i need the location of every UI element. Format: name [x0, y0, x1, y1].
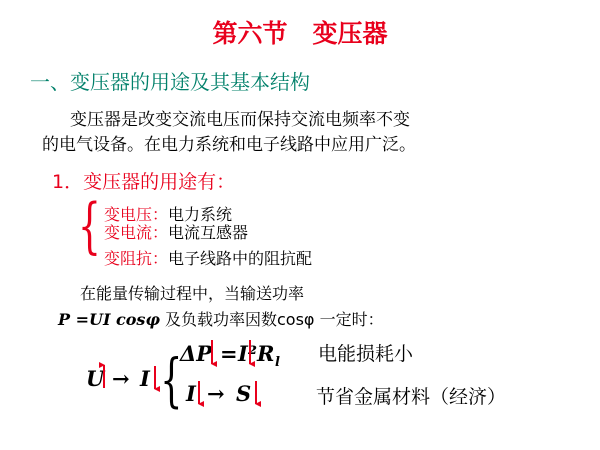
formula-delta-p: ΔP — [180, 341, 213, 366]
use-value: 电力系统 — [168, 205, 233, 224]
result-save-metal: 节省金属材料（经济） — [316, 386, 507, 408]
use-value: 电流互感器 — [168, 223, 249, 242]
formula-equals: = — [220, 341, 238, 366]
formula-subscript-l: l — [275, 355, 280, 370]
formula-arrow-2: → — [207, 381, 225, 406]
formula-brace-icon: { — [160, 347, 183, 415]
intro-line-1: 变压器是改变交流电压而保持交流电频率不变 — [70, 110, 410, 130]
sub-heading: 1．变压器的用途有： — [52, 171, 236, 193]
formula-i2r: I²R — [238, 341, 275, 366]
intro-line-2: 的电气设备。在电力系统和电子线路中应用广泛。 — [42, 135, 416, 155]
use-key: 变电流： — [104, 223, 169, 242]
section-heading: 一、变压器的用途及其基本结构 — [30, 70, 310, 94]
page-title: 第六节 变压器 — [212, 19, 388, 48]
transmission-line-1: 在能量传输过程中，当输送功率 — [80, 284, 305, 303]
transmission-condition: 及负载功率因数cosφ 一定时： — [159, 310, 384, 329]
result-energy-loss: 电能损耗小 — [318, 343, 414, 365]
use-key: 变阻抗： — [104, 249, 169, 268]
left-brace-icon: { — [78, 191, 101, 261]
formula-s: S — [236, 381, 252, 406]
use-key: 变电压： — [104, 205, 169, 224]
use-value: 电子线路中的阻抗配 — [168, 249, 313, 268]
formula-arrow: → — [112, 366, 130, 391]
formula-u: U — [86, 366, 105, 391]
formula-i-again: I — [186, 381, 196, 406]
formula-i: I — [140, 366, 150, 391]
power-formula: P =UI cosφ — [58, 310, 160, 329]
